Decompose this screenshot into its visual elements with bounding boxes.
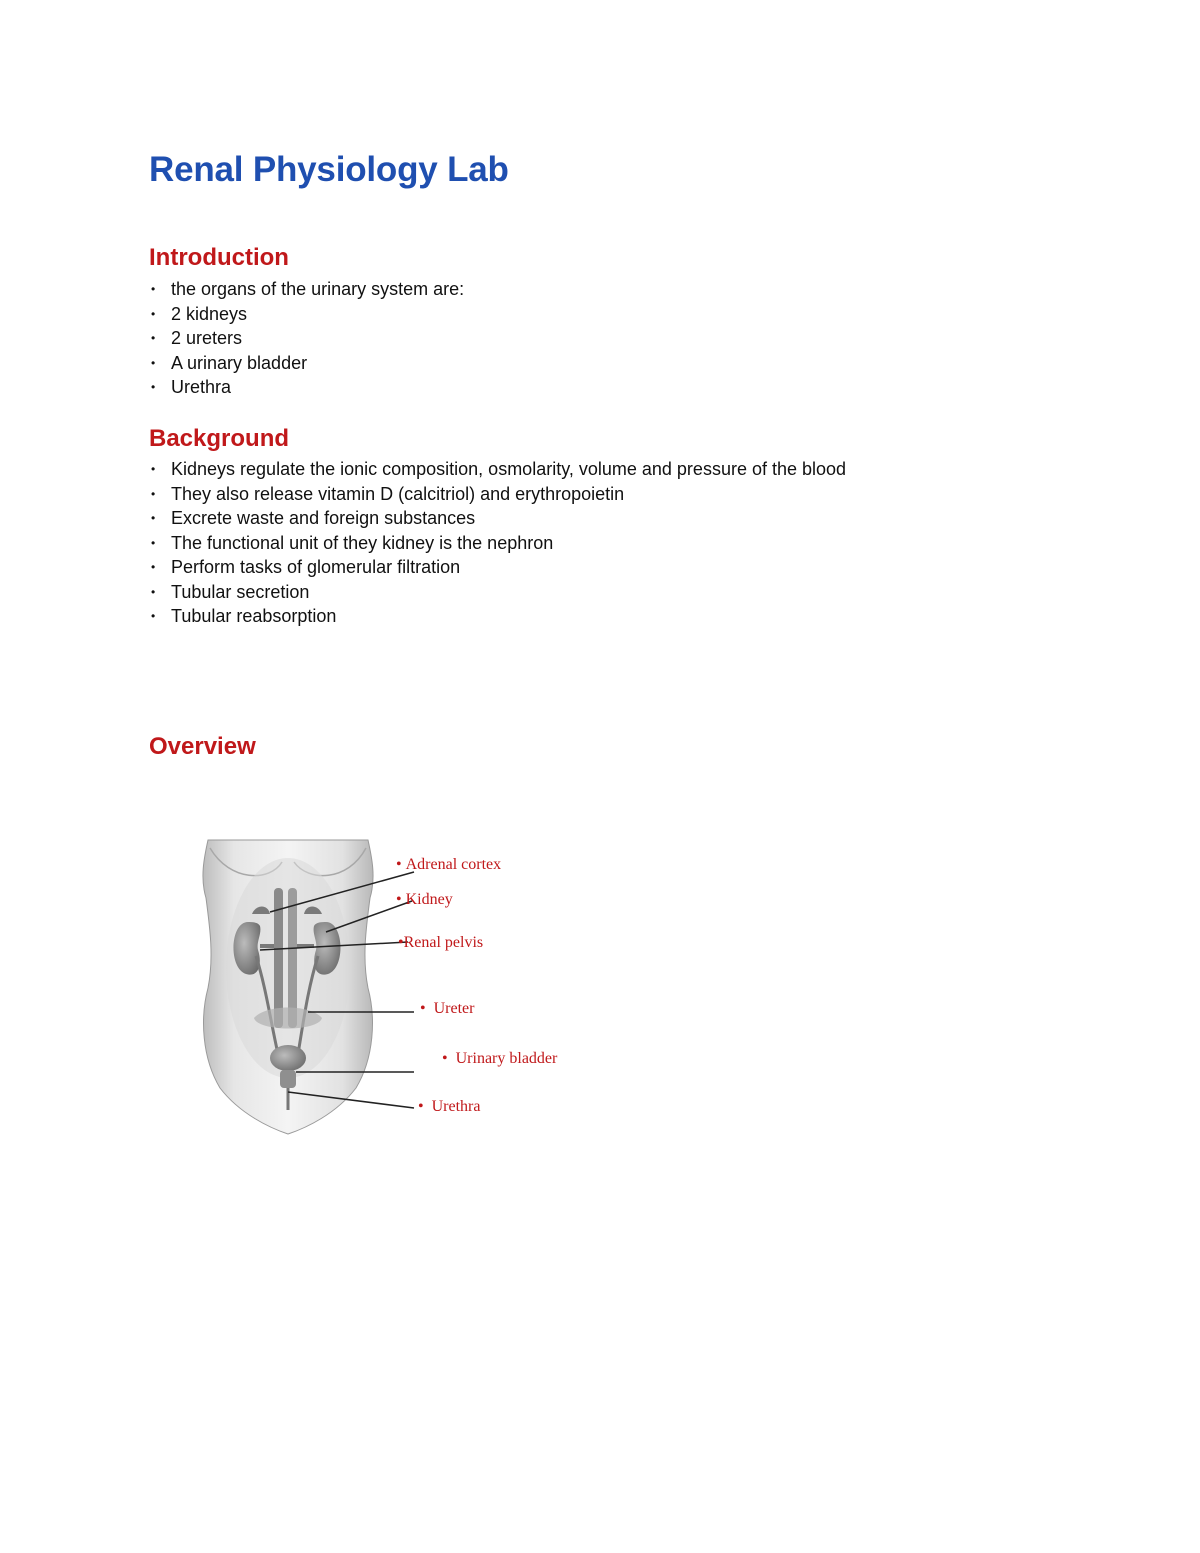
page-title: Renal Physiology Lab <box>149 150 509 189</box>
urinary-system-figure <box>170 818 590 1138</box>
list-item: • They also release vitamin D (calcitriol) and erythropoietin <box>149 482 846 507</box>
list-item: • Tubular secretion <box>149 580 846 605</box>
introduction-heading: Introduction <box>149 244 289 271</box>
label-kidney: • Kidney <box>396 891 453 908</box>
introduction-list <box>149 277 464 400</box>
background-list <box>149 457 846 629</box>
list-item: • 2 ureters <box>149 326 464 351</box>
bullet-icon: • <box>151 331 156 345</box>
bullet-icon: • <box>151 380 156 394</box>
bullet-icon: • <box>151 609 156 623</box>
label-urethra: • Urethra <box>418 1098 481 1115</box>
bullet-icon: • <box>151 535 156 550</box>
list-item: • Urethra <box>149 375 464 400</box>
list-item: • 2 kidneys <box>149 302 464 327</box>
bullet-icon: • <box>151 511 156 525</box>
background-heading: Background <box>149 425 290 452</box>
bullet-icon: • <box>151 486 156 501</box>
list-item: • The functional unit of they kidney is the nephron <box>149 531 846 556</box>
bullet-icon: • <box>151 560 156 574</box>
list-item: • Kidneys regulate the ionic composition, osmolarity, volume and pressure of the blood <box>149 457 846 482</box>
bullet-icon: • <box>151 355 156 370</box>
list-item: • A urinary bladder <box>149 351 464 376</box>
label-adrenal-cortex: • Adrenal cortex <box>396 856 502 873</box>
bullet-icon: • <box>151 282 156 296</box>
bullet-icon: • <box>151 306 156 321</box>
overview-heading: Overview <box>149 733 256 760</box>
label-ureter: • Ureter <box>420 1000 475 1017</box>
list-item: • Tubular reabsorption <box>149 604 846 629</box>
list-item: • Perform tasks of glomerular filtration <box>149 555 846 580</box>
label-urinary-bladder: • Urinary bladder <box>442 1050 558 1067</box>
label-renal-pelvis: •Renal pelvis <box>398 934 484 951</box>
list-item: • Excrete waste and foreign substances <box>149 506 846 531</box>
bullet-icon: • <box>151 462 156 476</box>
list-item: • the organs of the urinary system are: <box>149 277 464 302</box>
bladder <box>270 1045 306 1071</box>
bullet-icon: • <box>151 584 156 599</box>
torso-illustration <box>170 818 590 1138</box>
